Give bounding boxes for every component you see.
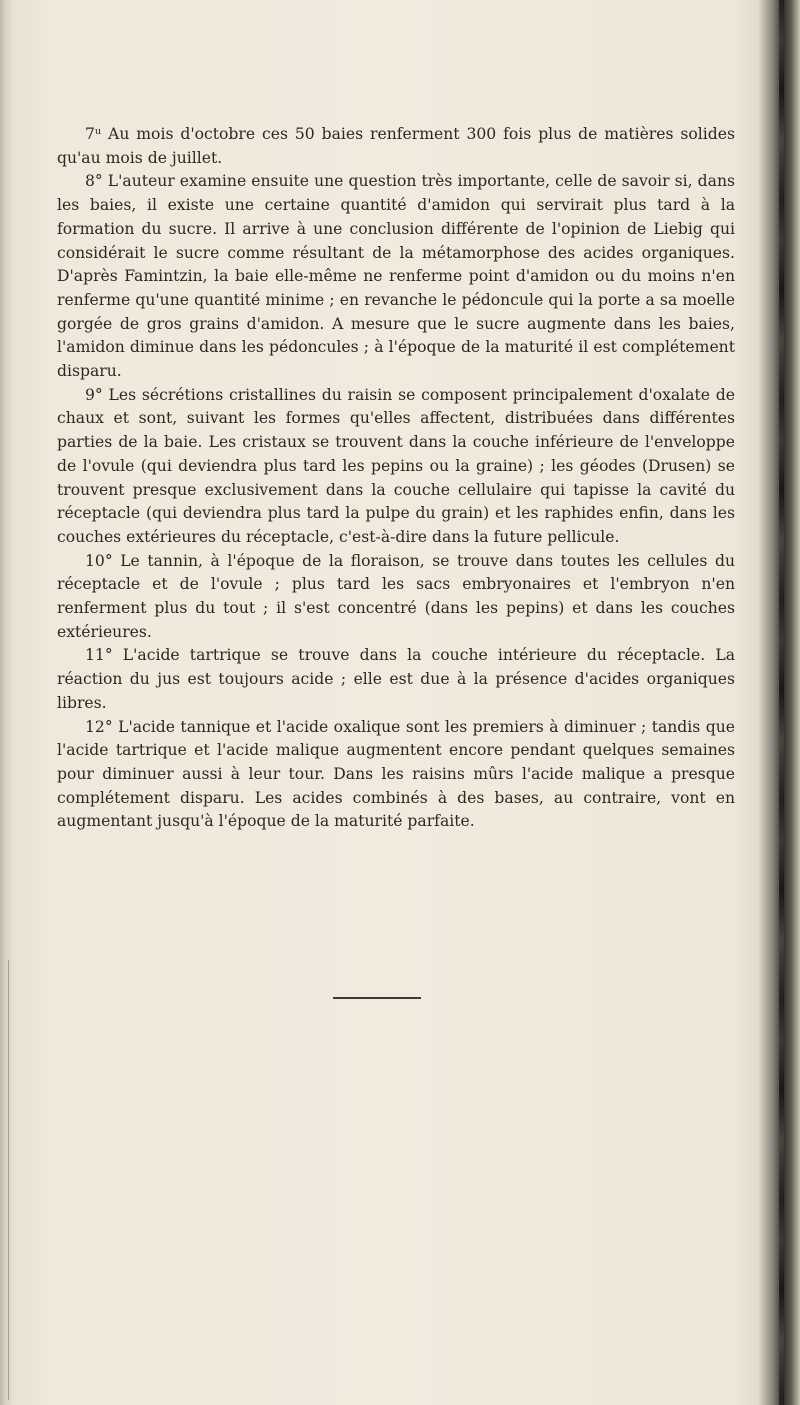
section-end-rule: [333, 997, 421, 999]
page-margin-line: [8, 960, 9, 1400]
paragraph-10: 10° Le tannin, à l'époque de la floraison, se trouve dans toutes les cellules du réceptacle et de l'ovule ; plus tard les sacs embryonaires et l'embryon n'en renferment plus du tout ; il s'est concentré (dans les pepins) et dans les couches extérieures.: [57, 551, 735, 641]
binding-streak: [779, 0, 784, 1405]
paragraph-11: 11° L'acide tartrique se trouve dans la couche intérieure du réceptacle. La réaction du jus est toujours acide ; elle est due à la présence d'acides organiques libres.: [57, 646, 735, 712]
paragraph-9: 9° Les sécrétions cristallines du raisin se composent principalement d'oxalate de chaux et sont, suivant les formes qu'elles affectent, distribuées dans différentes parties de la baie. Les cristaux se trouvent dans la couche inférieure de l'enveloppe de l'ovule (qui deviendra plus tard les pepins ou la graine) ; les géodes (Drusen) se trouvent presque exclusivement dans la couche cellulaire qui tapisse la cavité du réceptacle (qui deviendra plus tard la pulpe du grain) et les raphides enfin, dans les couches extérieures du réceptacle, c'est-à-dire dans la future pellicule.: [57, 385, 735, 546]
body-text: [57, 123, 735, 834]
paragraph-7: 7ᵘ Au mois d'octobre ces 50 baies renferment 300 fois plus de matières solides qu'au mois de juillet.: [57, 125, 735, 167]
paragraph-8: 8° L'auteur examine ensuite une question très importante, celle de savoir si, dans les baies, il existe une certaine quantité d'amidon qui servirait plus tard à la formation du sucre. Il arrive à une conclusion différente de l'opinion de Liebig qui considérait le sucre comme résultant de la métamorphose des acides organiques. D'après Famintzin, la baie elle-même ne renferme point d'amidon ou du moins n'en renferme qu'une quantité minime ; en revanche le pédoncule qui la porte a sa moelle gorgée de gros grains d'amidon. A mesure que le sucre augmente dans les baies, l'amidon diminue dans les pédoncules ; à l'époque de la maturité il est complétement disparu.: [57, 172, 735, 381]
page-left-edge: [0, 0, 14, 1405]
paragraph-12: 12° L'acide tannique et l'acide oxalique sont les premiers à diminuer ; tandis que l'acide tartrique et l'acide malique augmentent encore pendant quelques semaines pour diminuer aussi à leur tour. Dans les raisins mûrs l'acide malique a presque complétement disparu. Les acides combinés à des bases, au contraire, vont en augmentant jusqu'à l'époque de la maturité parfaite.: [57, 717, 735, 831]
